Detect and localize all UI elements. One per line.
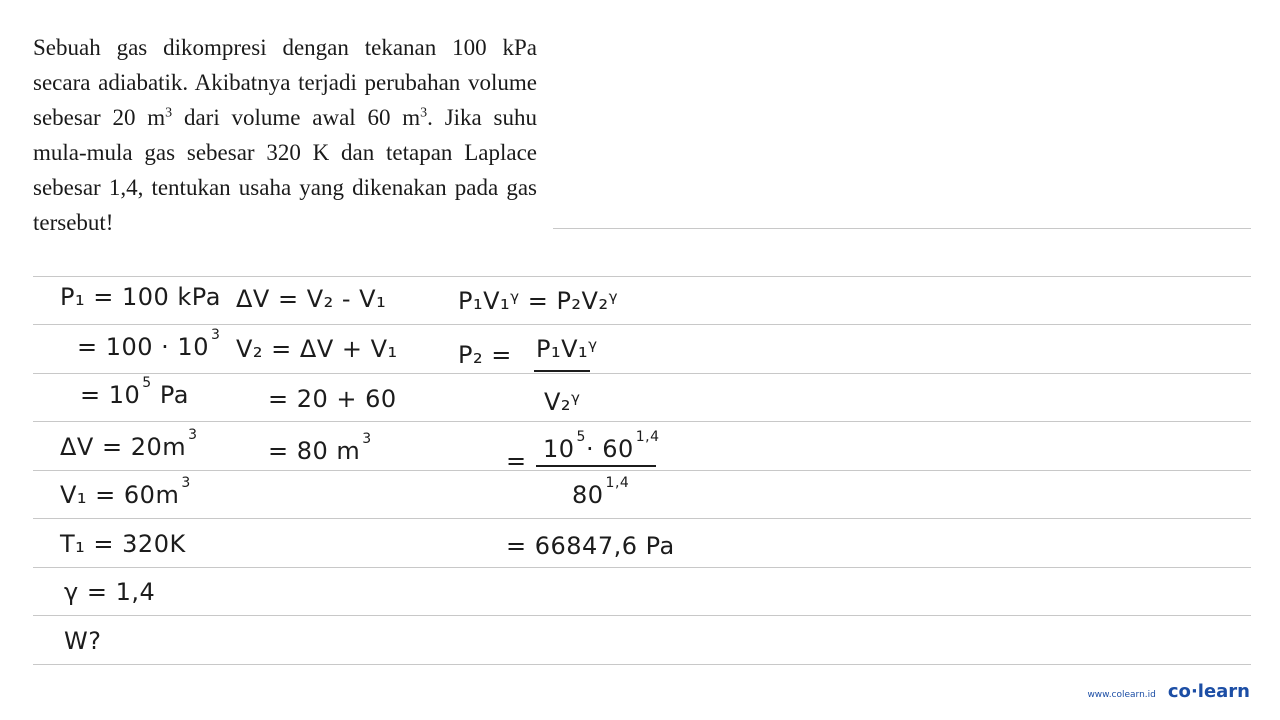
v2-definition: V₂ = ΔV + V₁ bbox=[236, 335, 398, 363]
brand-footer bbox=[1087, 681, 1250, 702]
given-delta-v: ΔV = 20m $^3$ bbox=[60, 427, 198, 461]
rule-line bbox=[33, 373, 1251, 374]
problem-statement: Sebuah gas dikompresi dengan tekanan 100 kPa secara adiabatik. Akibatnya terjadi perubahan volume sebesar 20 $m^3$ dari volume awal 60 $m^3$. Jika suhu mula-mula gas sebesar 320 K dan tetapan Laplace sebesar 1,4, tentukan usaha yang dikenakan pada gas tersebut! bbox=[33, 35, 538, 235]
rule-line bbox=[33, 324, 1251, 325]
substitution-denominator: 80 $^{1,4}$ bbox=[572, 475, 630, 509]
rule-line bbox=[33, 615, 1251, 616]
brand-logo: co·learn bbox=[1167, 681, 1250, 702]
rule-line bbox=[33, 470, 1251, 471]
substitution-numerator: 10 $^5$· 60 $^{1,4}$ bbox=[543, 429, 660, 463]
rule-line bbox=[33, 421, 1251, 422]
adiabatic-equation: P₁V₁ᵞ = P₂V₂ᵞ bbox=[458, 287, 619, 315]
given-p1: P₁ = 100 kPa bbox=[60, 283, 221, 311]
p2-label: P₂ = bbox=[458, 341, 512, 369]
given-p1-result: = 10 $^5$ Pa bbox=[80, 375, 189, 409]
substitution-equals: = bbox=[506, 447, 527, 475]
fraction-bar bbox=[534, 370, 590, 372]
rule-line bbox=[33, 664, 1251, 665]
v2-result: = 80 m $^3$ bbox=[268, 431, 372, 465]
rule-line bbox=[33, 276, 1251, 277]
p2-denominator: V₂ᵞ bbox=[544, 388, 581, 416]
brand-url: www.colearn.id bbox=[1087, 690, 1156, 700]
asked-work: W? bbox=[64, 627, 102, 655]
p2-result: = 66847,6 Pa bbox=[506, 532, 675, 560]
given-v1: V₁ = 60m $^3$ bbox=[60, 475, 191, 509]
rule-line bbox=[33, 567, 1251, 568]
v2-substitution: = 20 + 60 bbox=[268, 385, 397, 413]
given-p1-conversion: = 100 · 10 $^3$ bbox=[77, 327, 221, 361]
given-gamma: γ = 1,4 bbox=[64, 578, 156, 606]
rule-line bbox=[33, 518, 1251, 519]
rule-line bbox=[553, 228, 1251, 229]
delta-v-definition: ΔV = V₂ - V₁ bbox=[236, 285, 387, 313]
given-t1: T₁ = 320K bbox=[60, 530, 186, 558]
fraction-bar bbox=[536, 465, 656, 467]
p2-numerator: P₁V₁ᵞ bbox=[536, 335, 598, 363]
